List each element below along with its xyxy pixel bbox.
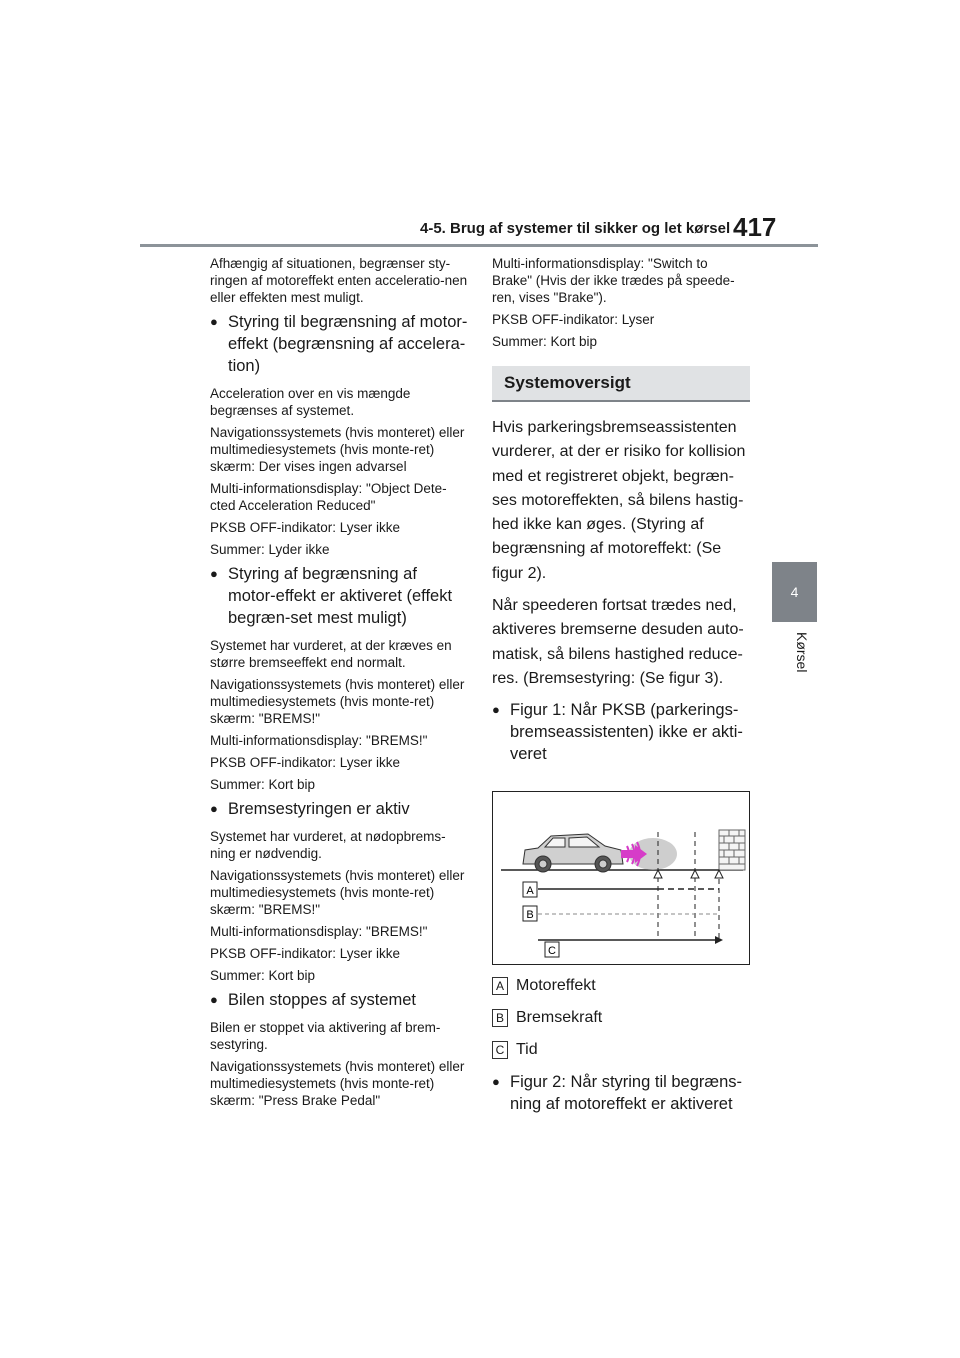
text-line: Systemet har vurderet, at nødopbrems-ning er nødvendig. — [210, 829, 446, 861]
text-line: Multi-informationsdisplay: "BREMS!" — [210, 733, 428, 748]
car-icon — [523, 834, 623, 872]
text-line: Navigationssystemets (hvis monteret) eller multimediesystemets (hvis monte-ret) skærm: "BREMS!" — [210, 677, 465, 726]
legend-text: Tid — [516, 1041, 538, 1059]
text-line: Navigationssystemets (hvis monteret) eller multimediesystemets (hvis monte-ret) skærm: "BREMS!" — [210, 868, 465, 917]
text-line: Navigationssystemets (hvis monteret) eller multimediesystemets (hvis monte-ret) skærm: Der vises ingen advarsel — [210, 425, 465, 474]
legend-letter: A — [492, 977, 508, 995]
text-line: Summer: Lyder ikke — [210, 542, 330, 557]
legend-item-b — [492, 1007, 750, 1029]
text-line: Summer: Kort bip — [492, 334, 598, 349]
figure-1-diagram — [492, 791, 750, 965]
text-line: Systemet har vurderet, at der kræves en større bremseeffekt end normalt. — [210, 638, 452, 670]
wall-icon — [719, 830, 745, 870]
text-line: PKSB OFF-indikator: Lyser ikke — [210, 755, 401, 770]
text-line: PKSB OFF-indikator: Lyser ikke — [210, 520, 401, 535]
figure-caption: ● Figur 1: Når PKSB (parkerings-bremseassistenten) ikke er akti-veret — [492, 699, 750, 765]
legend-text: Motoreffekt — [516, 977, 596, 995]
label-c: C — [548, 945, 556, 958]
legend-item-a — [492, 975, 750, 997]
text-line: Multi-informationsdisplay: "BREMS!" — [210, 924, 428, 939]
legend-text: Bremsekraft — [516, 1009, 603, 1027]
text-line: Multi-informationsdisplay: "Switch to Brake" (Hvis der ikke trædes på speede-ren, vises "Brake"). — [492, 256, 735, 305]
right-column — [492, 255, 750, 1123]
header-divider — [140, 244, 818, 247]
intro-text: Afhængig af situationen, begrænser sty-ringen af motoreffekt enten acceleratio-nen eller effekten mest muligt. — [210, 256, 468, 305]
left-column — [210, 255, 468, 1114]
text-line: Summer: Kort bip — [210, 968, 316, 983]
chapter-tab[interactable] — [772, 562, 817, 622]
text-line: Navigationssystemets (hvis monteret) eller multimediesystemets (hvis monte-ret) skærm: "Press Brake Pedal" — [210, 1059, 465, 1108]
bullet-heading: ● Styring af begrænsning af motor-effekt er aktiveret (effekt begræn-set mest muligt) — [210, 563, 468, 629]
section-title: 4-5. Brug af systemer til sikker og let kørsel — [420, 220, 731, 237]
text-line: Multi-informationsdisplay: "Object Dete-cted Acceleration Reduced" — [210, 481, 447, 513]
label-a: A — [526, 885, 534, 898]
text-line: Summer: Kort bip — [210, 777, 316, 792]
chapter-label: Kørsel — [794, 632, 810, 673]
section-heading: Systemoversigt — [492, 366, 750, 402]
label-box-b — [523, 906, 537, 921]
chapter-number: 4 — [790, 584, 799, 600]
legend-letter: C — [492, 1041, 508, 1059]
text-line: Bilen er stoppet via aktivering af brem-sestyring. — [210, 1020, 441, 1052]
legend-letter: B — [492, 1009, 508, 1027]
text-line: Acceleration over en vis mængde begrænses af systemet. — [210, 386, 411, 418]
legend-item-c — [492, 1039, 750, 1061]
body-paragraph: Hvis parkeringsbremseassistenten vurderer, at der er risiko for kollision med et registreret objekt, begræn-ses motoreffekten, så bilens hastig-hed ikke kan øges. (Styring af begrænsning af motoreffekt: (Se figur 2). — [492, 419, 746, 582]
diagram-svg — [493, 792, 749, 964]
marker-triangles — [654, 870, 723, 878]
label-box-a — [523, 882, 537, 897]
figure-caption: ● Figur 2: Når styring til begræns-ning af motoreffekt er aktiveret — [492, 1071, 750, 1115]
text-line: PKSB OFF-indikator: Lyser ikke — [210, 946, 401, 961]
bullet-heading: ● Bilen stoppes af systemet — [210, 989, 468, 1011]
bullet-heading: ● Bremsestyringen er aktiv — [210, 798, 468, 820]
text-line: PKSB OFF-indikator: Lyser — [492, 312, 655, 327]
bullet-heading: ● Styring til begrænsning af motor-effekt (begrænsning af accelera-tion) — [210, 311, 468, 377]
label-box-c — [545, 942, 559, 957]
page-number: 417 — [733, 212, 777, 242]
body-paragraph: Når speederen fortsat trædes ned, aktiveres bremserne desuden auto-matisk, så bilens hastighed reduce-res. (Bremsestyring: (Se figur 3). — [492, 597, 744, 687]
label-b: B — [526, 909, 534, 922]
